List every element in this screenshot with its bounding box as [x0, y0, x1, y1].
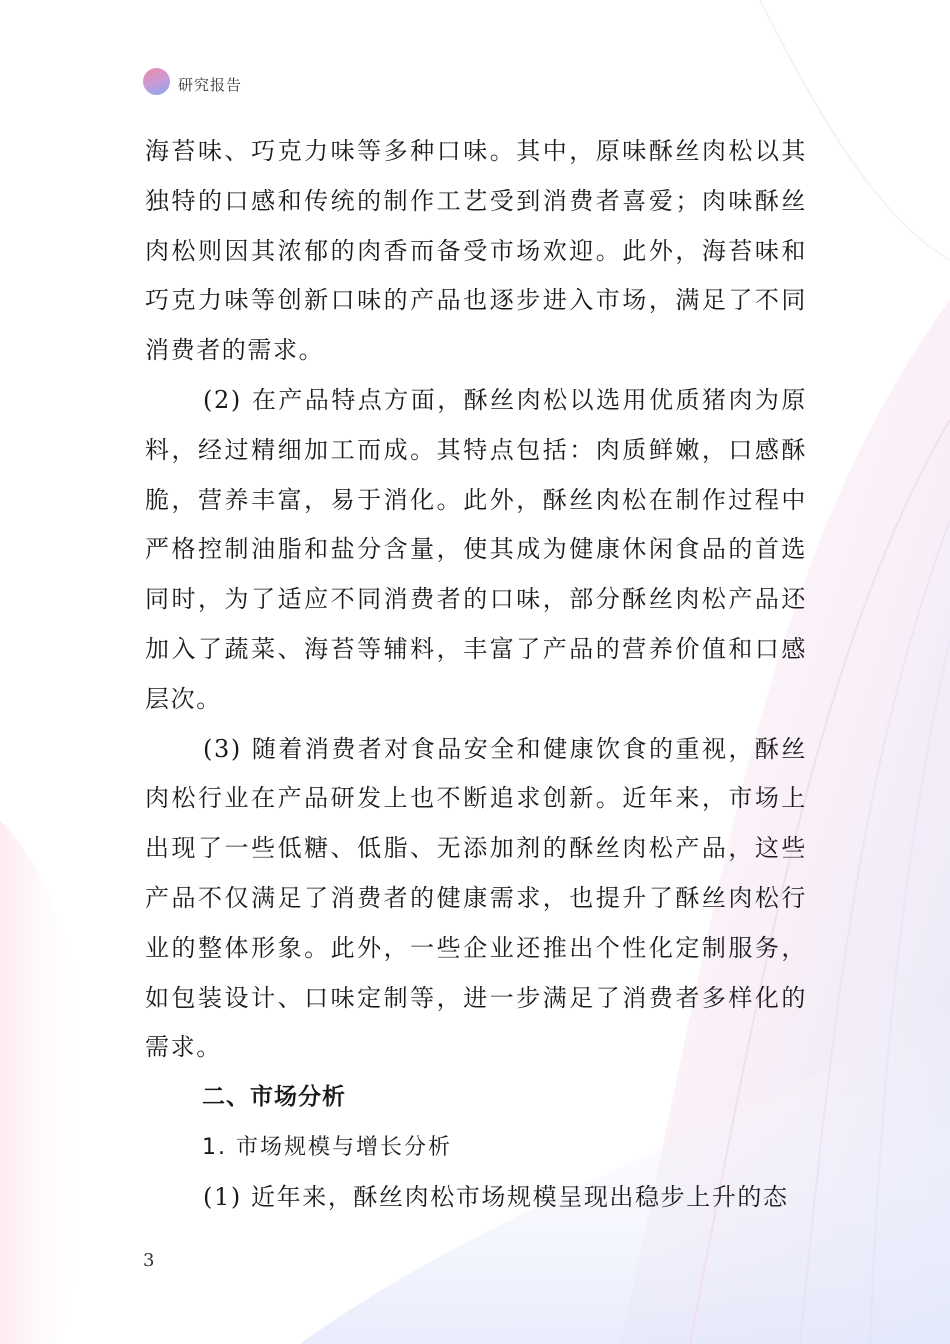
paragraph-3: (3) 随着消费者对食品安全和健康饮食的重视，酥丝肉松行业在产品研发上也不断追求创新。近年来，市场上出现了一些低糖、低脂、无添加剂的酥丝肉松产品，这些产品不仅满足了消费者的健康需求，也提升了酥丝肉松行业的整体形象。此外，一些企业还推出个性化定制服务，如包装设计、口味定制等，进一步满足了消费者多样化的需求。 [145, 734, 807, 1062]
header-title: 研究报告 [178, 75, 243, 94]
section-heading: 二、市场分析 [202, 1084, 346, 1111]
paragraph-1: 海苔味、巧克力味等多种口味。其中，原味酥丝肉松以其独特的口感和传统的制作工艺受到消费者喜爱；肉味酥丝肉松则因其浓郁的肉香而备受市场欢迎。此外，海苔味和巧克力味等创新口味的产品也逐步进入市场，满足了不同消费者的需求。 [145, 137, 807, 365]
page-number: 3 [143, 1250, 155, 1271]
paragraph-2: (2) 在产品特点方面，酥丝肉松以选用优质猪肉为原料，经过精细加工而成。其特点包括：肉质鲜嫩，口感酥脆，营养丰富，易于消化。此外，酥丝肉松在制作过程中严格控制油脂和盐分含量，使其成为健康休闲食品的首选同时，为了适应不同消费者的口味，部分酥丝肉松产品还加入了蔬菜、海苔等辅料，丰富了产品的营养价值和口感层次。 [145, 385, 807, 713]
report-logo-icon [143, 68, 170, 95]
paragraph-4: (1) 近年来，酥丝肉松市场规模呈现出稳步上升的态 [203, 1182, 789, 1211]
document-body [145, 127, 807, 1223]
page-header [143, 66, 242, 96]
subsection-heading: 1. 市场规模与增长分析 [202, 1134, 452, 1160]
